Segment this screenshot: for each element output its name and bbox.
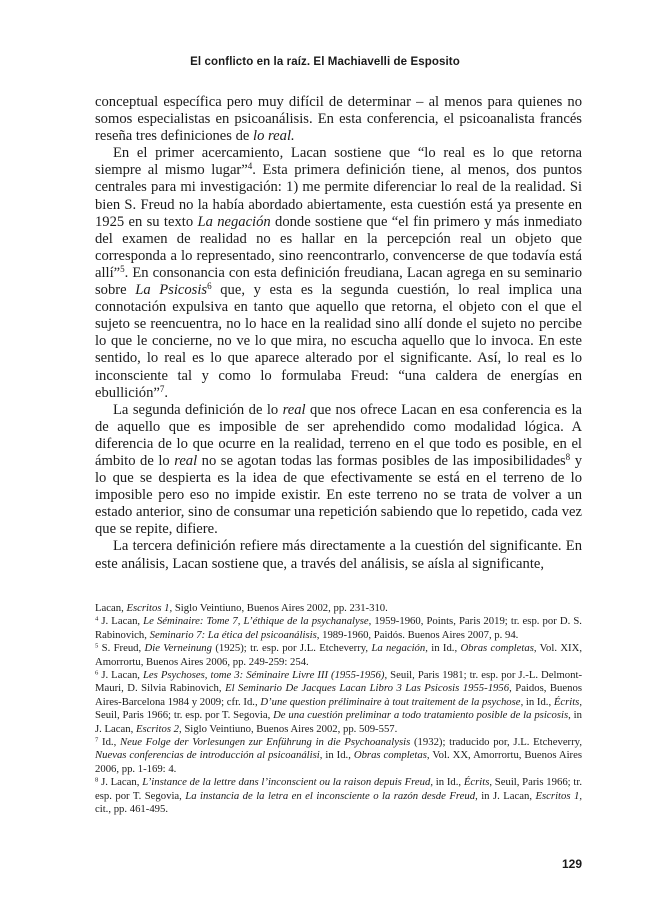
text-run: , Vol. XIX, Amorrortu, Buenos Aires 2006, pp. 249-259: 254. [95,642,582,668]
footnotes [95,602,582,817]
text-run: cit., pp. 461-495. [95,803,169,816]
text-run: , in Id., [425,642,461,655]
italic-title: Écrits [463,776,490,789]
text-run: y lo que se despierta es la idea de que efectivamente se está en el terreno de lo imposible pero eso no impide existir. En este terreno no se trata de volver a un estado anterior, sino de consumar una repetición sabiendo que lo repetido, cada vez que se repite, difiere. [95,452,583,538]
footnote-ref[interactable]: 8 [565,452,571,462]
italic-term: real [282,401,306,418]
paragraph-3 [95,402,582,539]
footnote-7 [95,736,582,776]
text-run: , Seuil, Paris 1981; tr. esp. por J.-L. Delmont-Mauri, D. Silvia Rabinovich, [95,669,583,695]
italic-term: lo real. [253,128,295,145]
text-run: , Seuil, Paris 1966; tr. esp. por T. Segovia, [95,776,583,802]
footnote-4 [95,615,582,642]
text-run: J. Lacan, [98,776,143,789]
italic-title: Escritos 1, [126,602,173,614]
footnote-ref[interactable]: 5 [120,263,125,274]
text-run: que, y esta es la segunda cuestión, lo real implica una connotación expulsiva en tanto que aquello que retorna, el objeto con el que el sujeto se reencuentra, no lo hace en la realidad sino allí donde el sujeto no percibe lo que le concierne, no ve lo que mira, no escucha aquello que lo invoca. En este sentido, lo real es lo que aparece alterado por el significante. Así, lo real es lo inconsciente tal y como lo formulaba Freud: “una caldera de energías en ebullición” [95,282,582,401]
text-run: , 1989-1960, Paidós. Buenos Aires 2007, p. 94. [316,628,519,641]
italic-title: Escritos 2 [135,722,180,735]
text-run: , 1959-1960, Points, Paris 2019; tr. esp. por D. S. Rabinovich, [95,615,582,641]
text-run: conceptual específica pero muy difícil de determinar – al menos para quienes no somos especialistas en psicoanálisis. En esta conferencia, el psicoanalista francés reseña tres definiciones de [95,94,582,145]
italic-title: Neue Folge der Vorlesungen zur Enführung in die Psychoanalysis [119,736,411,749]
text-run: . En consonancia con esta definición freudiana, Lacan agrega en su seminario sobre [95,264,582,299]
text-run: , in Id., [319,749,354,762]
text-run: En el primer acercamiento, Lacan sostiene que “lo real es lo que retorna siempre al mismo lugar” [95,145,582,179]
italic-title: Les Psychoses, tome 3: Séminaire Livre III (1955-1956) [142,669,385,682]
footnote-6 [95,669,582,736]
footnote-ref[interactable]: 7 [159,383,165,394]
italic-title: L’instance de la lettre dans l’inconscient ou la raison depuis Freud [142,776,431,789]
footnote-5 [95,642,582,669]
footnote-ref[interactable]: 6 [207,281,212,292]
italic-title: Obras completas [353,749,427,762]
text-run: Lacan, [95,602,127,614]
italic-title: Écrits [553,695,580,708]
footnote-continued [95,602,582,615]
italic-title: La negación [197,213,271,230]
text-run: no se agotan todas las formas posibles de las imposibilidades [197,452,566,469]
italic-title: Le Séminaire: Tome 7, L’éthique de la psychanalyse [143,615,369,628]
italic-title: La instancia de la letra en el inconsciente o la razón desde Freud [185,789,476,802]
italic-title: La Psicosis [135,282,208,299]
italic-title: Obras completas [460,642,534,655]
text-run: S. Freud, [98,642,145,655]
italic-title: Die Verneinung [144,642,212,655]
text-run: Siglo Veintiuno, Buenos Aires 2002, pp. 231-310. [172,602,388,614]
text-run: La segunda definición de lo [113,401,283,418]
footnote-number: 4 [95,615,99,623]
text-run: La tercera definición refiere más directamente a la cuestión del significante. En este análisis, Lacan sostiene que, a través del análisis, se aísla al significante, [95,538,582,572]
text-run: (1932); traducido por, J.L. Etcheverry, [410,736,583,749]
italic-term: real [174,452,198,469]
text-run: que nos ofrece Lacan en esa conferencia es la de aquello que es imposible de ser aprehendido como modalidad lógica. A diferencia de lo que ocurre en la realidad, terreno en el que todo es posible, en el ámbito de lo [95,401,583,469]
text-run: J. Lacan, [98,615,144,628]
italic-title: Seminario 7: La ética del psicoanálisis [149,628,317,641]
footnote-ref[interactable]: 4 [247,161,253,172]
text-run: , Vol. XX, Amorrortu, Buenos Aires 2006, pp. 1-169: 4. [95,749,583,775]
footnote-number: 5 [95,642,99,650]
italic-title: El Seminario De Jacques Lacan Libro 3 Las Psicosis 1955-1956 [225,682,510,695]
main-text [95,94,582,573]
text-run: , in Id., [520,695,554,708]
text-run: , in Id., [430,776,464,789]
text-run: , Paidos, Buenos Aires-Barcelona 1984 y 2009; cfr. Id., [95,682,582,708]
italic-title: Escritos 1, [535,789,582,802]
text-run: J. Lacan, [98,669,143,682]
text-run: , in J. Lacan, [475,789,536,802]
italic-title: La negación [371,642,426,655]
running-header: El conflicto en la raíz. El Machiavelli de Esposito [190,56,460,68]
text-run: . [164,384,169,401]
footnote-number: 7 [95,736,99,744]
page-number: 129 [561,857,582,871]
paragraph-1 [95,94,582,145]
italic-title: Nuevas conferencias de introducción al psicoanálisi [95,749,320,762]
text-run: (1925); tr. esp. por J.L. Etcheverry, [211,642,372,655]
text-run: Id., [98,736,120,749]
text-run: , in J. Lacan, [95,709,582,735]
italic-title: D’une question préliminaire à tout traitement de la psychose [260,695,521,708]
text-run: , Seuil, Paris 1966; tr. esp. por T. Segovia, [95,695,583,722]
paragraph-4 [95,538,582,572]
text-run: donde sostiene que “el fin primero y más inmediato del examen de realidad no es hallar en la percepción real un objeto que corresponda a lo representado, sino reencontrarlo, convencerse de que todavía está allí” [95,213,583,281]
footnote-number: 8 [95,776,99,784]
text-run: , Siglo Veintiuno, Buenos Aires 2002, pp. 509-557. [179,722,398,735]
footnote-8 [95,776,582,816]
paragraph-2 [95,145,582,401]
footnote-number: 6 [95,669,99,677]
italic-title: De una cuestión preliminar a todo tratamiento posible de la psicosis [273,709,569,722]
text-run: . Esta primera definición tiene, al menos, dos puntos centrales para mi investigación: 1) me permite diferenciar lo real de la realidad. Si bien S. Freud no la había abordado abiertamente, esta cuestión está ya presente en 1925 en su texto [95,162,582,230]
